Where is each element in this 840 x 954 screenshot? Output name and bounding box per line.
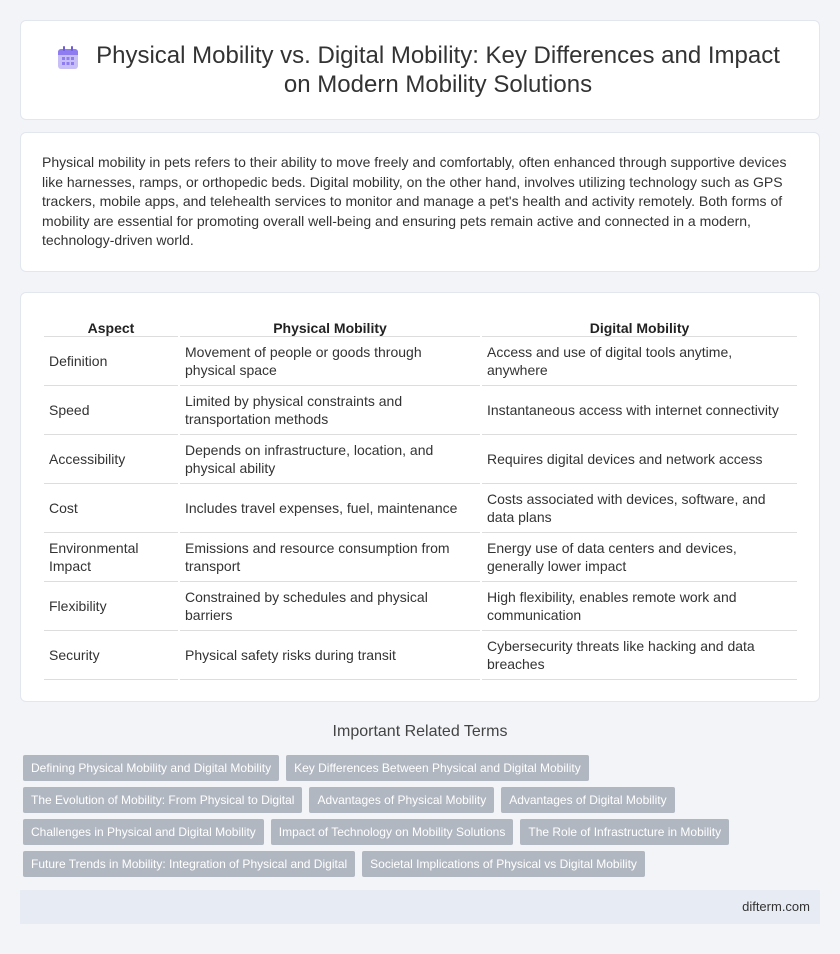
cell-digital: Cybersecurity threats like hacking and data breaches [482, 631, 797, 680]
table-row [44, 337, 797, 386]
header-digital: Digital Mobility [482, 315, 797, 337]
intro-paragraph: Physical mobility in pets refers to their ability to move freely and comfortably, often enhanced through supportive devices like harnesses, ramps, or orthopedic beds. Digital mobility, on the other hand, involves utilizing technology such as GPS trackers, mobile apps, and telehealth services to monitor and manage a pet's health and activity remotely. Both forms of mobility are essential for promoting overall well-being and ensuring pets remain active and connected in a modern, technology-driven world. [42, 154, 787, 249]
related-term-link[interactable]: The Role of Infrastructure in Mobility [520, 819, 729, 845]
cell-aspect: Speed [44, 386, 178, 435]
related-term-link[interactable]: Societal Implications of Physical vs Digital Mobility [362, 851, 645, 877]
table-row [44, 435, 797, 484]
comparison-table [42, 315, 799, 680]
cell-digital: Requires digital devices and network access [482, 435, 797, 484]
cell-digital: Instantaneous access with internet connectivity [482, 386, 797, 435]
footer [20, 890, 820, 924]
cell-digital: Energy use of data centers and devices, generally lower impact [482, 533, 797, 582]
page-title: Physical Mobility vs. Digital Mobility: Key Differences and Impact on Modern Mobility Solutions [96, 42, 780, 98]
cell-aspect: Security [44, 631, 178, 680]
intro-card [20, 132, 820, 272]
cell-physical: Constrained by schedules and physical barriers [180, 582, 480, 631]
cell-digital: Access and use of digital tools anytime, anywhere [482, 337, 797, 386]
related-term-link[interactable]: Impact of Technology on Mobility Solutions [271, 819, 514, 845]
tag-row [23, 787, 823, 813]
table-header-row [44, 315, 797, 337]
cell-physical: Depends on infrastructure, location, and physical ability [180, 435, 480, 484]
tag-row [23, 755, 823, 781]
related-term-link[interactable]: Key Differences Between Physical and Digital Mobility [286, 755, 589, 781]
cell-aspect: Accessibility [44, 435, 178, 484]
table-row [44, 484, 797, 533]
cell-physical: Limited by physical constraints and transportation methods [180, 386, 480, 435]
related-terms-heading: Important Related Terms [332, 723, 508, 740]
cell-physical: Includes travel expenses, fuel, maintenance [180, 484, 480, 533]
table-row [44, 533, 797, 582]
cell-physical: Movement of people or goods through physical space [180, 337, 480, 386]
table-row [44, 631, 797, 680]
cell-digital: High flexibility, enables remote work and communication [482, 582, 797, 631]
comparison-table-card [20, 292, 820, 702]
footer-site-name: difterm.com [742, 899, 810, 914]
tag-row [23, 819, 823, 845]
header-aspect: Aspect [44, 315, 178, 337]
table-row [44, 386, 797, 435]
related-term-link[interactable]: Advantages of Digital Mobility [501, 787, 674, 813]
cell-aspect: Cost [44, 484, 178, 533]
related-term-link[interactable]: Future Trends in Mobility: Integration of Physical and Digital [23, 851, 355, 877]
cell-digital: Costs associated with devices, software, and data plans [482, 484, 797, 533]
cell-aspect: Definition [44, 337, 178, 386]
header-physical: Physical Mobility [180, 315, 480, 337]
cell-physical: Physical safety risks during transit [180, 631, 480, 680]
tag-row [23, 851, 823, 877]
cell-aspect: Environmental Impact [44, 533, 178, 582]
cell-aspect: Flexibility [44, 582, 178, 631]
related-term-link[interactable]: The Evolution of Mobility: From Physical to Digital [23, 787, 302, 813]
title-card [20, 20, 820, 120]
cell-physical: Emissions and resource consumption from transport [180, 533, 480, 582]
related-term-link[interactable]: Challenges in Physical and Digital Mobility [23, 819, 264, 845]
related-term-link[interactable]: Defining Physical Mobility and Digital Mobility [23, 755, 279, 781]
related-terms-list [23, 755, 823, 883]
related-term-link[interactable]: Advantages of Physical Mobility [309, 787, 494, 813]
table-row [44, 582, 797, 631]
